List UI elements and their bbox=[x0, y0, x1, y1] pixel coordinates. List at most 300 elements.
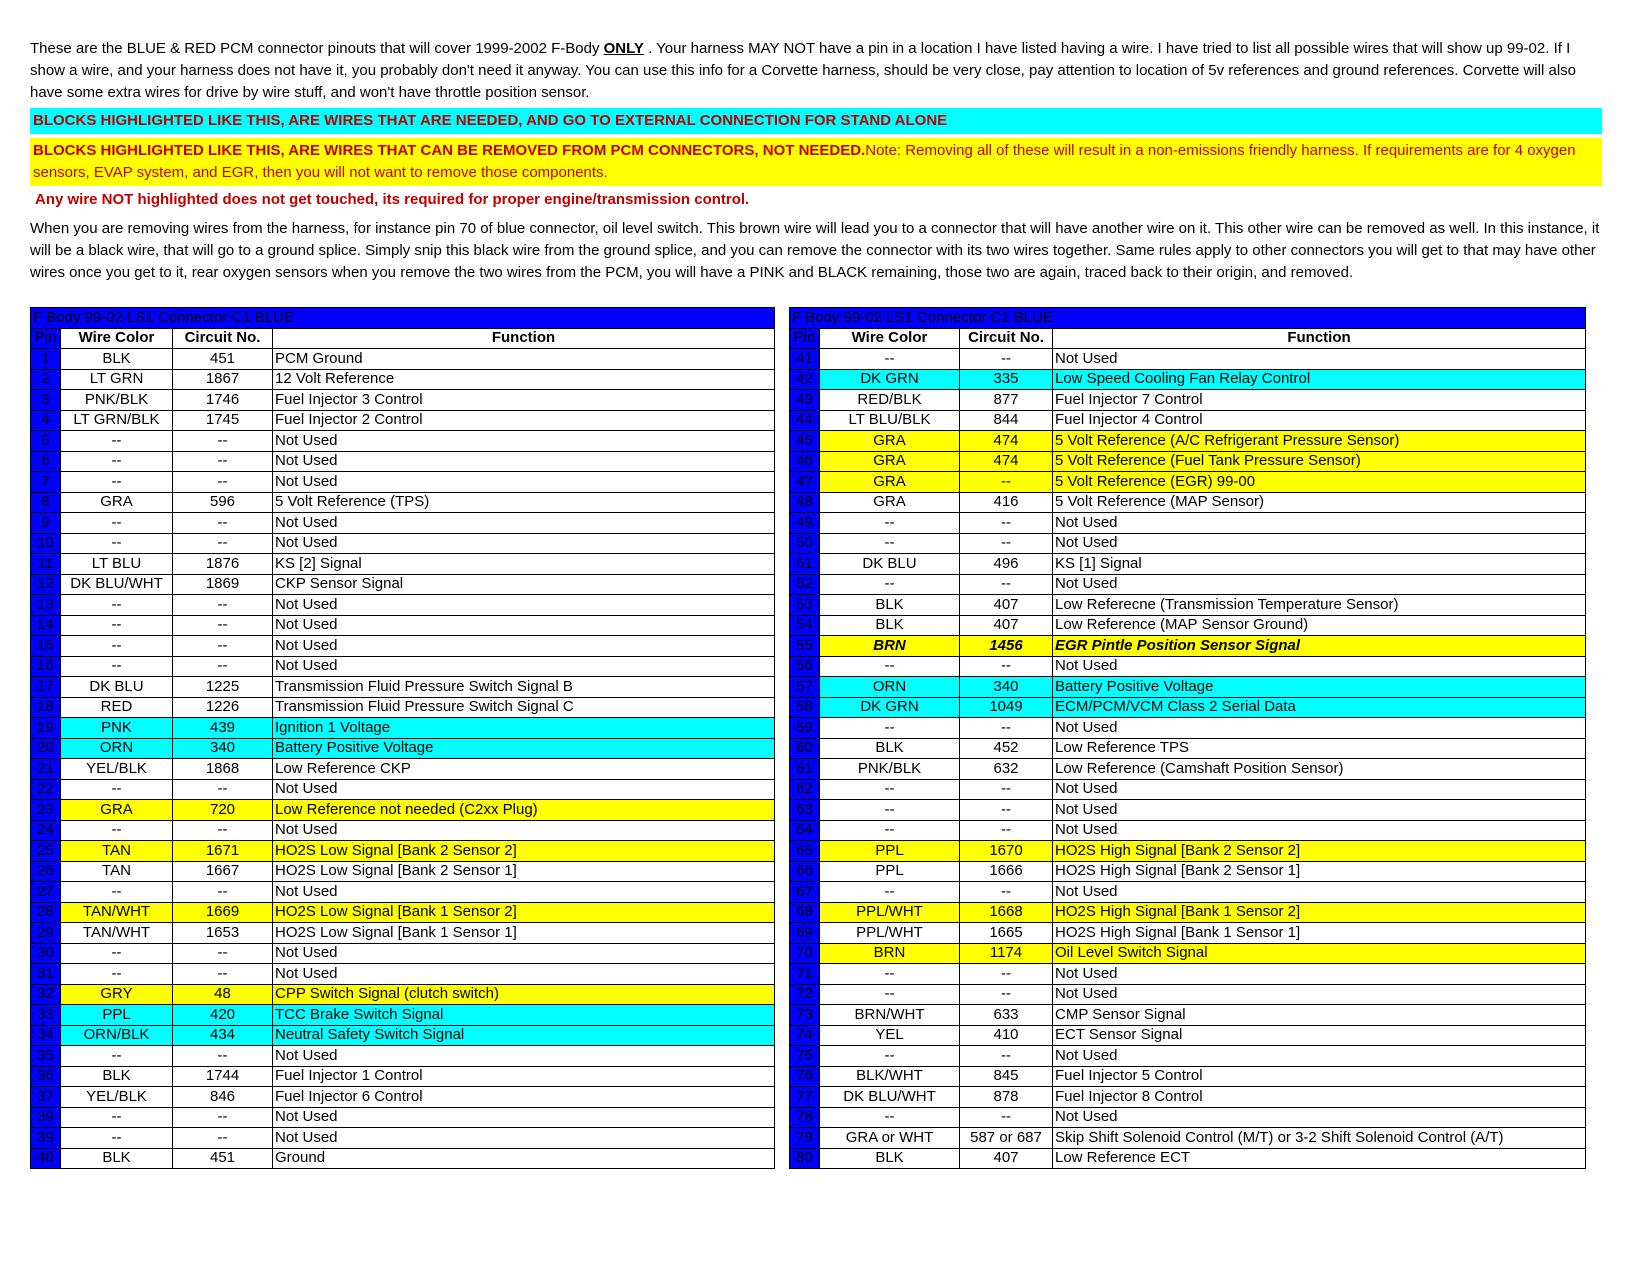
wire-color: BRN bbox=[820, 943, 960, 964]
table-row bbox=[790, 513, 1586, 534]
pin-number: 76 bbox=[790, 1066, 820, 1087]
function-text: Fuel Injector 8 Control bbox=[1053, 1087, 1586, 1108]
table-row bbox=[790, 1046, 1586, 1067]
table-row bbox=[790, 492, 1586, 513]
circuit-number: -- bbox=[173, 964, 273, 985]
circuit-number: 48 bbox=[173, 984, 273, 1005]
table-row bbox=[31, 800, 775, 821]
wire-color: YEL bbox=[820, 1025, 960, 1046]
table-row bbox=[31, 349, 775, 370]
function-text: Not Used bbox=[1053, 964, 1586, 985]
wire-color: RED bbox=[61, 697, 173, 718]
table-row bbox=[31, 533, 775, 554]
function-text: Low Referecne (Transmission Temperature Sensor) bbox=[1053, 595, 1586, 616]
pin-number: 58 bbox=[790, 697, 820, 718]
function-text: Low Reference not needed (C2xx Plug) bbox=[273, 800, 775, 821]
table-row bbox=[790, 1107, 1586, 1128]
table-title-row bbox=[790, 308, 1586, 329]
function-text: Not Used bbox=[273, 656, 775, 677]
pin-number: 40 bbox=[31, 1148, 61, 1169]
table-row bbox=[31, 882, 775, 903]
function-text: Battery Positive Voltage bbox=[273, 738, 775, 759]
table-row bbox=[790, 759, 1586, 780]
pin-number: 9 bbox=[31, 513, 61, 534]
pin-number: 16 bbox=[31, 656, 61, 677]
circuit-number: -- bbox=[173, 533, 273, 554]
circuit-number: 410 bbox=[960, 1025, 1053, 1046]
table-row bbox=[31, 677, 775, 698]
wire-color: YEL/BLK bbox=[61, 759, 173, 780]
function-text: 5 Volt Reference (TPS) bbox=[273, 492, 775, 513]
pin-number: 32 bbox=[31, 984, 61, 1005]
circuit-number: -- bbox=[173, 431, 273, 452]
function-text: ECT Sensor Signal bbox=[1053, 1025, 1586, 1046]
table-row bbox=[790, 718, 1586, 739]
pin-number: 4 bbox=[31, 410, 61, 431]
circuit-number: 1668 bbox=[960, 902, 1053, 923]
circuit-number: 1653 bbox=[173, 923, 273, 944]
pin-number: 72 bbox=[790, 984, 820, 1005]
table-row bbox=[790, 820, 1586, 841]
table-row bbox=[31, 492, 775, 513]
header-circuit: Circuit No. bbox=[960, 328, 1053, 349]
circuit-number: -- bbox=[173, 820, 273, 841]
pin-number: 59 bbox=[790, 718, 820, 739]
function-text: Not Used bbox=[273, 513, 775, 534]
circuit-number: -- bbox=[960, 513, 1053, 534]
pin-number: 48 bbox=[790, 492, 820, 513]
circuit-number: 434 bbox=[173, 1025, 273, 1046]
pin-number: 5 bbox=[31, 431, 61, 452]
pin-number: 24 bbox=[31, 820, 61, 841]
wire-color: PNK bbox=[61, 718, 173, 739]
pin-number: 60 bbox=[790, 738, 820, 759]
legend-cyan: BLOCKS HIGHLIGHTED LIKE THIS, ARE WIRES THAT ARE NEEDED, AND GO TO EXTERNAL CONNECTION FOR STAND ALONE bbox=[30, 108, 1602, 134]
function-text: Oil Level Switch Signal bbox=[1053, 943, 1586, 964]
circuit-number: 1876 bbox=[173, 554, 273, 575]
wire-color: GRA bbox=[820, 492, 960, 513]
wire-color: DK BLU bbox=[61, 677, 173, 698]
circuit-number: -- bbox=[173, 472, 273, 493]
circuit-number: 1667 bbox=[173, 861, 273, 882]
function-text: CKP Sensor Signal bbox=[273, 574, 775, 595]
table-row bbox=[790, 800, 1586, 821]
wire-color: DK GRN bbox=[820, 697, 960, 718]
pin-number: 12 bbox=[31, 574, 61, 595]
pin-number: 78 bbox=[790, 1107, 820, 1128]
table-row bbox=[790, 841, 1586, 862]
circuit-number: -- bbox=[173, 451, 273, 472]
header-pin: Pin bbox=[31, 328, 61, 349]
wire-color: -- bbox=[61, 513, 173, 534]
function-text: Low Reference (Camshaft Position Sensor) bbox=[1053, 759, 1586, 780]
wire-color: DK BLU/WHT bbox=[61, 574, 173, 595]
circuit-number: 340 bbox=[960, 677, 1053, 698]
table-row bbox=[790, 943, 1586, 964]
pin-number: 18 bbox=[31, 697, 61, 718]
pin-number: 28 bbox=[31, 902, 61, 923]
function-text: 5 Volt Reference (A/C Refrigerant Pressure Sensor) bbox=[1053, 431, 1586, 452]
wire-color: -- bbox=[61, 1107, 173, 1128]
circuit-number: 1049 bbox=[960, 697, 1053, 718]
wire-color: -- bbox=[61, 1128, 173, 1149]
function-text: Not Used bbox=[273, 472, 775, 493]
wire-color: GRA or WHT bbox=[820, 1128, 960, 1149]
circuit-number: -- bbox=[173, 779, 273, 800]
wire-color: GRY bbox=[61, 984, 173, 1005]
circuit-number: 846 bbox=[173, 1087, 273, 1108]
circuit-number: -- bbox=[960, 820, 1053, 841]
function-text: HO2S High Signal [Bank 2 Sensor 2] bbox=[1053, 841, 1586, 862]
function-text: Fuel Injector 4 Control bbox=[1053, 410, 1586, 431]
circuit-number: 632 bbox=[960, 759, 1053, 780]
function-text: Low Speed Cooling Fan Relay Control bbox=[1053, 369, 1586, 390]
wire-color: BLK bbox=[820, 615, 960, 636]
table-row bbox=[31, 636, 775, 657]
function-text: KS [2] Signal bbox=[273, 554, 775, 575]
table-row bbox=[31, 943, 775, 964]
circuit-number: 335 bbox=[960, 369, 1053, 390]
circuit-number: 844 bbox=[960, 410, 1053, 431]
wire-color: -- bbox=[820, 1107, 960, 1128]
table-row bbox=[790, 595, 1586, 616]
table-header-row bbox=[31, 328, 775, 349]
pin-number: 34 bbox=[31, 1025, 61, 1046]
wire-color: BRN/WHT bbox=[820, 1005, 960, 1026]
pin-number: 36 bbox=[31, 1066, 61, 1087]
circuit-number: 439 bbox=[173, 718, 273, 739]
wire-color: -- bbox=[61, 472, 173, 493]
table-row bbox=[31, 554, 775, 575]
intro-emphasis: ONLY bbox=[603, 40, 644, 57]
table-row bbox=[790, 1087, 1586, 1108]
circuit-number: 340 bbox=[173, 738, 273, 759]
pin-number: 20 bbox=[31, 738, 61, 759]
wire-color: GRA bbox=[61, 492, 173, 513]
wire-color: PNK/BLK bbox=[820, 759, 960, 780]
function-text: Not Used bbox=[273, 882, 775, 903]
circuit-number: 1665 bbox=[960, 923, 1053, 944]
circuit-number: 1670 bbox=[960, 841, 1053, 862]
circuit-number: 407 bbox=[960, 595, 1053, 616]
table-row bbox=[31, 390, 775, 411]
table-row bbox=[31, 656, 775, 677]
function-text: Not Used bbox=[273, 636, 775, 657]
table-row bbox=[31, 759, 775, 780]
pin-number: 55 bbox=[790, 636, 820, 657]
notes-section bbox=[30, 38, 1602, 284]
pin-number: 37 bbox=[31, 1087, 61, 1108]
wire-color: -- bbox=[61, 1046, 173, 1067]
circuit-number: 1226 bbox=[173, 697, 273, 718]
function-text: Not Used bbox=[1053, 574, 1586, 595]
pin-number: 14 bbox=[31, 615, 61, 636]
circuit-number: 1869 bbox=[173, 574, 273, 595]
table-row bbox=[790, 697, 1586, 718]
circuit-number: 1744 bbox=[173, 1066, 273, 1087]
wire-color: -- bbox=[820, 656, 960, 677]
table-row bbox=[790, 984, 1586, 1005]
pin-number: 53 bbox=[790, 595, 820, 616]
wire-color: -- bbox=[820, 984, 960, 1005]
circuit-number: 633 bbox=[960, 1005, 1053, 1026]
circuit-number: -- bbox=[960, 984, 1053, 1005]
wire-color: -- bbox=[61, 595, 173, 616]
pin-number: 50 bbox=[790, 533, 820, 554]
function-text: Ignition 1 Voltage bbox=[273, 718, 775, 739]
circuit-number: 416 bbox=[960, 492, 1053, 513]
wire-color: LT GRN bbox=[61, 369, 173, 390]
pin-number: 71 bbox=[790, 964, 820, 985]
wire-color: -- bbox=[61, 964, 173, 985]
wire-color: -- bbox=[61, 431, 173, 452]
table-row bbox=[790, 1005, 1586, 1026]
header-wire: Wire Color bbox=[820, 328, 960, 349]
function-text: HO2S Low Signal [Bank 2 Sensor 2] bbox=[273, 841, 775, 862]
function-text: Not Used bbox=[273, 779, 775, 800]
wire-color: ORN/BLK bbox=[61, 1025, 173, 1046]
function-text: Not Used bbox=[1053, 984, 1586, 1005]
function-text: Not Used bbox=[273, 533, 775, 554]
intro-paragraph bbox=[30, 38, 1602, 104]
pin-number: 61 bbox=[790, 759, 820, 780]
wire-color: BLK bbox=[820, 1148, 960, 1169]
table-row bbox=[31, 1148, 775, 1169]
circuit-number: -- bbox=[960, 779, 1053, 800]
pin-number: 73 bbox=[790, 1005, 820, 1026]
wire-color: -- bbox=[61, 943, 173, 964]
table-row bbox=[31, 431, 775, 452]
wire-color: LT GRN/BLK bbox=[61, 410, 173, 431]
circuit-number: -- bbox=[960, 1107, 1053, 1128]
wire-color: -- bbox=[61, 820, 173, 841]
table-row bbox=[31, 472, 775, 493]
circuit-number: -- bbox=[173, 615, 273, 636]
function-text: Not Used bbox=[273, 1128, 775, 1149]
pin-number: 1 bbox=[31, 349, 61, 370]
wire-color: -- bbox=[820, 718, 960, 739]
pin-number: 8 bbox=[31, 492, 61, 513]
pin-number: 44 bbox=[790, 410, 820, 431]
pin-number: 27 bbox=[31, 882, 61, 903]
table-row bbox=[31, 595, 775, 616]
table-row bbox=[790, 779, 1586, 800]
circuit-number: 1666 bbox=[960, 861, 1053, 882]
wire-color: TAN/WHT bbox=[61, 902, 173, 923]
circuit-number: -- bbox=[960, 574, 1053, 595]
circuit-number: -- bbox=[173, 943, 273, 964]
pin-number: 80 bbox=[790, 1148, 820, 1169]
table-row bbox=[31, 1025, 775, 1046]
table-row bbox=[790, 472, 1586, 493]
table-row bbox=[790, 636, 1586, 657]
wire-color: -- bbox=[820, 779, 960, 800]
wire-color: BLK bbox=[820, 738, 960, 759]
wire-color: DK BLU/WHT bbox=[820, 1087, 960, 1108]
function-text: Low Reference ECT bbox=[1053, 1148, 1586, 1169]
wire-color: BLK bbox=[820, 595, 960, 616]
function-text: 5 Volt Reference (EGR) 99-00 bbox=[1053, 472, 1586, 493]
table-row bbox=[790, 861, 1586, 882]
connector-table-right bbox=[789, 307, 1586, 1169]
table-row bbox=[790, 451, 1586, 472]
wire-color: -- bbox=[820, 533, 960, 554]
legend-none: Any wire NOT highlighted does not get touched, its required for proper engine/transmission control. bbox=[35, 191, 750, 208]
pin-number: 64 bbox=[790, 820, 820, 841]
removal-note: When you are removing wires from the harness, for instance pin 70 of blue connector, oil level switch. This brown wire will lead you to a connector that will have another wire on it. This other wire can be removed as well. In this instance, it will be a black wire, that will go to a ground splice. Simply snip this black wire from the ground splice, and you can remove the connector with its two wires together. Same rules apply to other connectors you will get to that may have other wires once you get to it, rear oxygen sensors when you remove the two wires from the PCM, you will have a PINK and BLACK remaining, those two are again, traced back to their origin, and removed. bbox=[30, 220, 1600, 281]
circuit-number: 474 bbox=[960, 431, 1053, 452]
pin-number: 39 bbox=[31, 1128, 61, 1149]
pin-number: 30 bbox=[31, 943, 61, 964]
pin-number: 19 bbox=[31, 718, 61, 739]
circuit-number: -- bbox=[960, 533, 1053, 554]
function-text: Fuel Injector 2 Control bbox=[273, 410, 775, 431]
circuit-number: 1868 bbox=[173, 759, 273, 780]
function-text: 5 Volt Reference (Fuel Tank Pressure Sensor) bbox=[1053, 451, 1586, 472]
function-text: Not Used bbox=[1053, 882, 1586, 903]
pin-number: 42 bbox=[790, 369, 820, 390]
wire-color: -- bbox=[61, 656, 173, 677]
pin-number: 15 bbox=[31, 636, 61, 657]
circuit-number: 452 bbox=[960, 738, 1053, 759]
pin-number: 63 bbox=[790, 800, 820, 821]
circuit-number: 1669 bbox=[173, 902, 273, 923]
table-row bbox=[790, 390, 1586, 411]
table-row bbox=[790, 615, 1586, 636]
function-text: Not Used bbox=[1053, 656, 1586, 677]
table-row bbox=[31, 1046, 775, 1067]
function-text: CPP Switch Signal (clutch switch) bbox=[273, 984, 775, 1005]
table-row bbox=[31, 861, 775, 882]
pin-number: 35 bbox=[31, 1046, 61, 1067]
wire-color: -- bbox=[61, 451, 173, 472]
pin-number: 65 bbox=[790, 841, 820, 862]
pin-number: 31 bbox=[31, 964, 61, 985]
wire-color: PPL/WHT bbox=[820, 902, 960, 923]
circuit-number: 1456 bbox=[960, 636, 1053, 657]
circuit-number: -- bbox=[173, 595, 273, 616]
wire-color: -- bbox=[61, 615, 173, 636]
function-text: Not Used bbox=[1053, 349, 1586, 370]
circuit-number: 596 bbox=[173, 492, 273, 513]
function-text: Not Used bbox=[273, 943, 775, 964]
wire-color: -- bbox=[820, 1046, 960, 1067]
wire-color: PPL/WHT bbox=[820, 923, 960, 944]
pin-number: 39 bbox=[31, 1107, 61, 1128]
function-text: Transmission Fluid Pressure Switch Signal B bbox=[273, 677, 775, 698]
function-text: Neutral Safety Switch Signal bbox=[273, 1025, 775, 1046]
circuit-number: 407 bbox=[960, 1148, 1053, 1169]
function-text: Not Used bbox=[273, 595, 775, 616]
function-text: Fuel Injector 7 Control bbox=[1053, 390, 1586, 411]
pin-number: 43 bbox=[790, 390, 820, 411]
intro-text-after: . Your harness MAY NOT have a pin in a location I have listed having a wire. I have tried to list all possible wires that will show up 99-02. If I show a wire, and your harness does not have it, you probably don't need it anyway. You can use this info for a Corvette harness, should be very close, pay attention to location of 5v references and ground references. Corvette will also have some extra wires for drive by wire stuff, and won't have throttle position sensor. bbox=[30, 40, 1576, 101]
pin-number: 51 bbox=[790, 554, 820, 575]
table-row bbox=[31, 1087, 775, 1108]
wire-color: -- bbox=[61, 882, 173, 903]
pin-number: 7 bbox=[31, 472, 61, 493]
function-text: Not Used bbox=[273, 451, 775, 472]
wire-color: TAN bbox=[61, 841, 173, 862]
table-row bbox=[790, 964, 1586, 985]
function-text: Skip Shift Solenoid Control (M/T) or 3-2 Shift Solenoid Control (A/T) bbox=[1053, 1128, 1586, 1149]
circuit-number: -- bbox=[960, 349, 1053, 370]
header-function: Function bbox=[1053, 328, 1586, 349]
table-row bbox=[31, 410, 775, 431]
circuit-number: 1867 bbox=[173, 369, 273, 390]
wire-color: GRA bbox=[820, 451, 960, 472]
table-title: F Body 99-02 LS1 Connector C1 BLUE bbox=[790, 308, 1586, 329]
table-row bbox=[31, 718, 775, 739]
pin-number: 49 bbox=[790, 513, 820, 534]
table-row bbox=[790, 369, 1586, 390]
table-row bbox=[790, 349, 1586, 370]
wire-color: GRA bbox=[820, 472, 960, 493]
pin-number: 69 bbox=[790, 923, 820, 944]
circuit-number: -- bbox=[173, 1128, 273, 1149]
pin-number: 10 bbox=[31, 533, 61, 554]
function-text: Not Used bbox=[1053, 779, 1586, 800]
circuit-number: 1746 bbox=[173, 390, 273, 411]
table-row bbox=[790, 738, 1586, 759]
connector-table-left bbox=[30, 307, 775, 1169]
table-row bbox=[790, 1128, 1586, 1149]
pin-number: 13 bbox=[31, 595, 61, 616]
function-text: HO2S Low Signal [Bank 2 Sensor 1] bbox=[273, 861, 775, 882]
wire-color: BRN bbox=[820, 636, 960, 657]
function-text: Not Used bbox=[1053, 1107, 1586, 1128]
wire-color: -- bbox=[820, 349, 960, 370]
circuit-number: -- bbox=[173, 1046, 273, 1067]
function-text: Battery Positive Voltage bbox=[1053, 677, 1586, 698]
wire-color: PPL bbox=[61, 1005, 173, 1026]
pin-number: 67 bbox=[790, 882, 820, 903]
wire-color: DK BLU bbox=[820, 554, 960, 575]
pin-number: 23 bbox=[31, 800, 61, 821]
wire-color: BLK bbox=[61, 1066, 173, 1087]
function-text: Not Used bbox=[1053, 533, 1586, 554]
function-text: HO2S High Signal [Bank 1 Sensor 1] bbox=[1053, 923, 1586, 944]
table-row bbox=[31, 1107, 775, 1128]
table-title: F Body 99-02 LS1 Connector C1 BLUE bbox=[31, 308, 775, 329]
wire-color: -- bbox=[820, 820, 960, 841]
pin-number: 6 bbox=[31, 451, 61, 472]
function-text: Not Used bbox=[273, 964, 775, 985]
wire-color: TAN bbox=[61, 861, 173, 882]
legend-yellow-note: Note: Removing all of these will result in a non-emissions friendly harness. If requirements are for 4 oxygen sensors, EVAP system, and EGR, then you will not want to remove those components. bbox=[33, 142, 1576, 181]
function-text: Not Used bbox=[1053, 1046, 1586, 1067]
table-row bbox=[31, 984, 775, 1005]
function-text: TCC Brake Switch Signal bbox=[273, 1005, 775, 1026]
pin-number: 56 bbox=[790, 656, 820, 677]
pin-number: 22 bbox=[31, 779, 61, 800]
pin-number: 68 bbox=[790, 902, 820, 923]
function-text: Not Used bbox=[273, 615, 775, 636]
wire-color: -- bbox=[61, 533, 173, 554]
header-pin: Pin bbox=[790, 328, 820, 349]
legend-yellow bbox=[30, 138, 1602, 186]
wire-color: RED/BLK bbox=[820, 390, 960, 411]
function-text: PCM Ground bbox=[273, 349, 775, 370]
circuit-number: -- bbox=[173, 513, 273, 534]
pin-number: 3 bbox=[31, 390, 61, 411]
circuit-number: 474 bbox=[960, 451, 1053, 472]
pin-number: 54 bbox=[790, 615, 820, 636]
header-wire: Wire Color bbox=[61, 328, 173, 349]
table-row bbox=[31, 574, 775, 595]
function-text: KS [1] Signal bbox=[1053, 554, 1586, 575]
function-text: Low Reference TPS bbox=[1053, 738, 1586, 759]
